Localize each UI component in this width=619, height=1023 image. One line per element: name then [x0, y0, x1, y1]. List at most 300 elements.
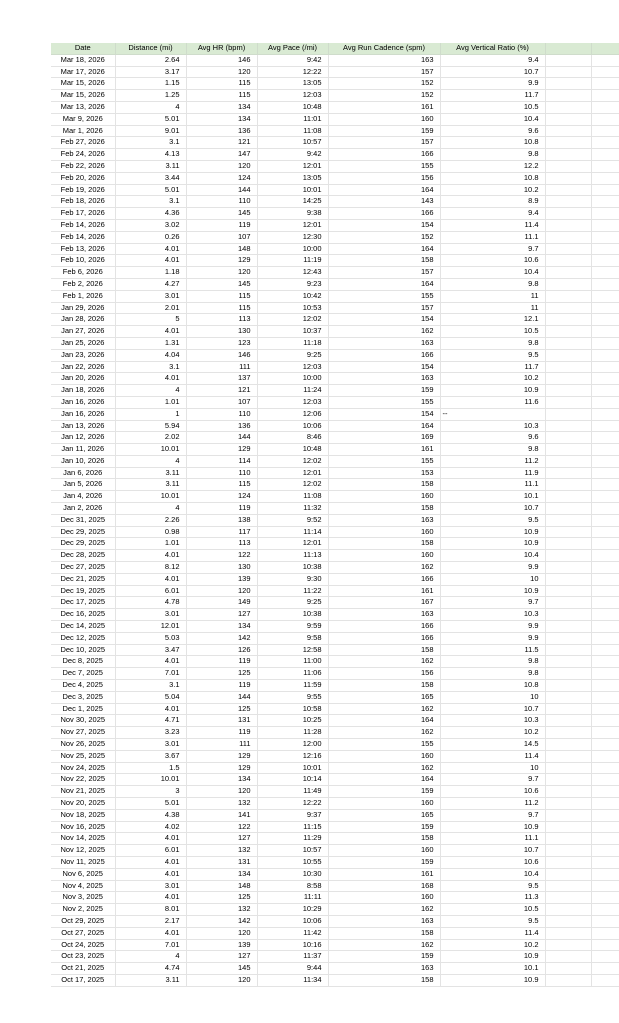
- cell-date[interactable]: Jan 16, 2026: [51, 408, 115, 420]
- cell-empty[interactable]: [591, 562, 619, 574]
- cell-distance[interactable]: 1.01: [115, 396, 186, 408]
- cell-distance[interactable]: 3.11: [115, 974, 186, 986]
- cell-avg-pace[interactable]: 10:58: [257, 703, 328, 715]
- cell-date[interactable]: Oct 23, 2025: [51, 951, 115, 963]
- column-header-avg-cadence[interactable]: Avg Run Cadence (spm): [328, 43, 440, 54]
- cell-empty[interactable]: [545, 727, 591, 739]
- cell-avg-cadence[interactable]: 157: [328, 267, 440, 279]
- cell-date[interactable]: Feb 27, 2026: [51, 137, 115, 149]
- cell-avg-hr[interactable]: 119: [186, 656, 257, 668]
- cell-avg-cadence[interactable]: 162: [328, 656, 440, 668]
- cell-empty[interactable]: [545, 762, 591, 774]
- cell-avg-vertical-ratio[interactable]: 10.4: [440, 868, 545, 880]
- cell-avg-cadence[interactable]: 159: [328, 385, 440, 397]
- cell-empty[interactable]: [545, 868, 591, 880]
- cell-distance[interactable]: 10.01: [115, 491, 186, 503]
- cell-avg-cadence[interactable]: 161: [328, 101, 440, 113]
- cell-empty[interactable]: [591, 243, 619, 255]
- cell-avg-pace[interactable]: 11:00: [257, 656, 328, 668]
- cell-empty[interactable]: [591, 278, 619, 290]
- cell-distance[interactable]: 4.01: [115, 255, 186, 267]
- cell-avg-hr[interactable]: 124: [186, 172, 257, 184]
- cell-date[interactable]: Jan 12, 2026: [51, 432, 115, 444]
- cell-empty[interactable]: [591, 290, 619, 302]
- cell-avg-cadence[interactable]: 154: [328, 408, 440, 420]
- cell-avg-pace[interactable]: 11:15: [257, 821, 328, 833]
- cell-distance[interactable]: 3.01: [115, 880, 186, 892]
- cell-date[interactable]: Nov 16, 2025: [51, 821, 115, 833]
- cell-avg-pace[interactable]: 11:29: [257, 833, 328, 845]
- cell-avg-cadence[interactable]: 158: [328, 927, 440, 939]
- cell-avg-pace[interactable]: 12:02: [257, 455, 328, 467]
- cell-empty[interactable]: [545, 302, 591, 314]
- cell-avg-cadence[interactable]: 157: [328, 137, 440, 149]
- cell-distance[interactable]: 4.04: [115, 349, 186, 361]
- cell-empty[interactable]: [591, 538, 619, 550]
- cell-avg-hr[interactable]: 139: [186, 939, 257, 951]
- cell-empty[interactable]: [591, 396, 619, 408]
- cell-empty[interactable]: [591, 90, 619, 102]
- cell-avg-hr[interactable]: 129: [186, 762, 257, 774]
- cell-avg-vertical-ratio[interactable]: 9.8: [440, 656, 545, 668]
- cell-avg-cadence[interactable]: 163: [328, 609, 440, 621]
- cell-avg-vertical-ratio[interactable]: 11.4: [440, 750, 545, 762]
- cell-avg-vertical-ratio[interactable]: 9.9: [440, 632, 545, 644]
- cell-avg-cadence[interactable]: 158: [328, 974, 440, 986]
- cell-date[interactable]: Feb 19, 2026: [51, 184, 115, 196]
- cell-distance[interactable]: 4.38: [115, 809, 186, 821]
- cell-empty[interactable]: [591, 219, 619, 231]
- cell-empty[interactable]: [591, 255, 619, 267]
- cell-avg-cadence[interactable]: 160: [328, 113, 440, 125]
- cell-avg-vertical-ratio[interactable]: 10.1: [440, 963, 545, 975]
- cell-avg-vertical-ratio[interactable]: 10.4: [440, 267, 545, 279]
- cell-distance[interactable]: 3.44: [115, 172, 186, 184]
- cell-empty[interactable]: [591, 385, 619, 397]
- cell-avg-cadence[interactable]: 164: [328, 715, 440, 727]
- cell-avg-pace[interactable]: 9:37: [257, 809, 328, 821]
- cell-distance[interactable]: 12.01: [115, 621, 186, 633]
- cell-empty[interactable]: [545, 703, 591, 715]
- cell-avg-hr[interactable]: 119: [186, 727, 257, 739]
- cell-distance[interactable]: 3.1: [115, 137, 186, 149]
- cell-avg-hr[interactable]: 114: [186, 455, 257, 467]
- cell-avg-pace[interactable]: 11:24: [257, 385, 328, 397]
- cell-avg-cadence[interactable]: 160: [328, 892, 440, 904]
- cell-avg-pace[interactable]: 10:38: [257, 562, 328, 574]
- cell-avg-cadence[interactable]: 158: [328, 833, 440, 845]
- cell-distance[interactable]: 6.01: [115, 585, 186, 597]
- cell-avg-vertical-ratio[interactable]: 10.4: [440, 113, 545, 125]
- cell-empty[interactable]: [545, 243, 591, 255]
- cell-empty[interactable]: [545, 479, 591, 491]
- cell-avg-hr[interactable]: 120: [186, 267, 257, 279]
- cell-avg-pace[interactable]: 11:49: [257, 786, 328, 798]
- cell-avg-cadence[interactable]: 162: [328, 703, 440, 715]
- cell-avg-cadence[interactable]: 154: [328, 361, 440, 373]
- cell-avg-pace[interactable]: 10:30: [257, 868, 328, 880]
- cell-date[interactable]: Dec 16, 2025: [51, 609, 115, 621]
- cell-avg-vertical-ratio[interactable]: 10.2: [440, 184, 545, 196]
- cell-avg-pace[interactable]: 12:22: [257, 66, 328, 78]
- cell-avg-hr[interactable]: 111: [186, 361, 257, 373]
- cell-avg-hr[interactable]: 146: [186, 54, 257, 66]
- cell-avg-cadence[interactable]: 159: [328, 786, 440, 798]
- cell-empty[interactable]: [545, 337, 591, 349]
- cell-empty[interactable]: [545, 420, 591, 432]
- cell-date[interactable]: Nov 3, 2025: [51, 892, 115, 904]
- cell-distance[interactable]: 1: [115, 408, 186, 420]
- cell-empty[interactable]: [545, 915, 591, 927]
- cell-avg-vertical-ratio[interactable]: 11: [440, 290, 545, 302]
- cell-date[interactable]: Dec 27, 2025: [51, 562, 115, 574]
- cell-avg-pace[interactable]: 10:53: [257, 302, 328, 314]
- cell-date[interactable]: Feb 17, 2026: [51, 208, 115, 220]
- cell-empty[interactable]: [591, 184, 619, 196]
- cell-date[interactable]: Feb 18, 2026: [51, 196, 115, 208]
- cell-distance[interactable]: 5.01: [115, 798, 186, 810]
- cell-avg-pace[interactable]: 11:08: [257, 125, 328, 137]
- cell-avg-cadence[interactable]: 160: [328, 798, 440, 810]
- cell-avg-cadence[interactable]: 163: [328, 337, 440, 349]
- cell-distance[interactable]: 4.01: [115, 927, 186, 939]
- cell-empty[interactable]: [591, 208, 619, 220]
- cell-empty[interactable]: [545, 939, 591, 951]
- cell-avg-vertical-ratio[interactable]: 10.5: [440, 101, 545, 113]
- cell-avg-pace[interactable]: 9:25: [257, 349, 328, 361]
- cell-avg-vertical-ratio[interactable]: 12.1: [440, 314, 545, 326]
- cell-avg-vertical-ratio[interactable]: 10.7: [440, 66, 545, 78]
- cell-avg-cadence[interactable]: 164: [328, 184, 440, 196]
- cell-avg-vertical-ratio[interactable]: 9.6: [440, 125, 545, 137]
- cell-empty[interactable]: [591, 963, 619, 975]
- cell-avg-cadence[interactable]: 158: [328, 255, 440, 267]
- cell-empty[interactable]: [545, 798, 591, 810]
- cell-date[interactable]: Feb 10, 2026: [51, 255, 115, 267]
- cell-avg-pace[interactable]: 11:18: [257, 337, 328, 349]
- cell-empty[interactable]: [545, 585, 591, 597]
- cell-avg-vertical-ratio[interactable]: 10.5: [440, 326, 545, 338]
- cell-date[interactable]: Feb 24, 2026: [51, 149, 115, 161]
- cell-avg-pace[interactable]: 12:01: [257, 219, 328, 231]
- cell-avg-pace[interactable]: 11:01: [257, 113, 328, 125]
- cell-avg-hr[interactable]: 146: [186, 349, 257, 361]
- cell-empty[interactable]: [545, 644, 591, 656]
- cell-empty[interactable]: [591, 845, 619, 857]
- cell-empty[interactable]: [545, 774, 591, 786]
- cell-distance[interactable]: 5.04: [115, 691, 186, 703]
- cell-avg-vertical-ratio[interactable]: 10.9: [440, 385, 545, 397]
- cell-empty[interactable]: [591, 267, 619, 279]
- cell-distance[interactable]: 9.01: [115, 125, 186, 137]
- cell-avg-hr[interactable]: 120: [186, 66, 257, 78]
- cell-avg-pace[interactable]: 9:42: [257, 149, 328, 161]
- cell-distance[interactable]: 3.47: [115, 644, 186, 656]
- cell-empty[interactable]: [545, 951, 591, 963]
- cell-avg-vertical-ratio[interactable]: 11.1: [440, 231, 545, 243]
- cell-avg-vertical-ratio[interactable]: 9.7: [440, 774, 545, 786]
- cell-empty[interactable]: [545, 963, 591, 975]
- cell-avg-pace[interactable]: 10:42: [257, 290, 328, 302]
- cell-empty[interactable]: [591, 727, 619, 739]
- cell-empty[interactable]: [545, 54, 591, 66]
- cell-date[interactable]: Feb 6, 2026: [51, 267, 115, 279]
- cell-empty[interactable]: [591, 101, 619, 113]
- cell-date[interactable]: Nov 6, 2025: [51, 868, 115, 880]
- cell-avg-cadence[interactable]: 159: [328, 856, 440, 868]
- cell-avg-cadence[interactable]: 155: [328, 290, 440, 302]
- cell-avg-vertical-ratio[interactable]: 10.3: [440, 420, 545, 432]
- cell-avg-vertical-ratio[interactable]: 10.2: [440, 373, 545, 385]
- cell-avg-pace[interactable]: 10:25: [257, 715, 328, 727]
- cell-avg-vertical-ratio[interactable]: 10.1: [440, 491, 545, 503]
- cell-date[interactable]: Mar 18, 2026: [51, 54, 115, 66]
- cell-avg-cadence[interactable]: 155: [328, 739, 440, 751]
- cell-avg-cadence[interactable]: 152: [328, 231, 440, 243]
- cell-avg-pace[interactable]: 13:05: [257, 78, 328, 90]
- cell-avg-hr[interactable]: 117: [186, 526, 257, 538]
- cell-empty[interactable]: [545, 219, 591, 231]
- cell-avg-pace[interactable]: 10:06: [257, 420, 328, 432]
- cell-date[interactable]: Dec 7, 2025: [51, 668, 115, 680]
- cell-avg-hr[interactable]: 123: [186, 337, 257, 349]
- cell-avg-cadence[interactable]: 162: [328, 326, 440, 338]
- cell-empty[interactable]: [545, 361, 591, 373]
- cell-date[interactable]: Nov 12, 2025: [51, 845, 115, 857]
- cell-empty[interactable]: [591, 420, 619, 432]
- cell-empty[interactable]: [591, 54, 619, 66]
- cell-avg-hr[interactable]: 127: [186, 951, 257, 963]
- cell-avg-hr[interactable]: 120: [186, 786, 257, 798]
- cell-avg-pace[interactable]: 11:08: [257, 491, 328, 503]
- cell-avg-hr[interactable]: 131: [186, 715, 257, 727]
- cell-empty[interactable]: [591, 750, 619, 762]
- cell-avg-hr[interactable]: 130: [186, 562, 257, 574]
- cell-avg-pace[interactable]: 12:03: [257, 361, 328, 373]
- cell-date[interactable]: Jan 5, 2026: [51, 479, 115, 491]
- cell-empty[interactable]: [545, 290, 591, 302]
- cell-avg-pace[interactable]: 10:00: [257, 243, 328, 255]
- cell-distance[interactable]: 2.02: [115, 432, 186, 444]
- cell-avg-pace[interactable]: 9:30: [257, 573, 328, 585]
- cell-avg-vertical-ratio[interactable]: 10.5: [440, 904, 545, 916]
- cell-empty[interactable]: [545, 208, 591, 220]
- cell-avg-pace[interactable]: 11:59: [257, 680, 328, 692]
- cell-avg-pace[interactable]: 14:25: [257, 196, 328, 208]
- cell-empty[interactable]: [545, 278, 591, 290]
- cell-empty[interactable]: [545, 573, 591, 585]
- cell-empty[interactable]: [591, 833, 619, 845]
- cell-date[interactable]: Jan 10, 2026: [51, 455, 115, 467]
- cell-avg-cadence[interactable]: 162: [328, 939, 440, 951]
- cell-avg-pace[interactable]: 9:55: [257, 691, 328, 703]
- cell-distance[interactable]: 4: [115, 455, 186, 467]
- cell-distance[interactable]: 4.01: [115, 550, 186, 562]
- cell-distance[interactable]: 3.1: [115, 361, 186, 373]
- cell-date[interactable]: Nov 4, 2025: [51, 880, 115, 892]
- cell-avg-cadence[interactable]: 153: [328, 467, 440, 479]
- cell-avg-hr[interactable]: 148: [186, 243, 257, 255]
- cell-date[interactable]: Jan 2, 2026: [51, 503, 115, 515]
- cell-empty[interactable]: [591, 349, 619, 361]
- cell-empty[interactable]: [591, 668, 619, 680]
- cell-empty[interactable]: [591, 585, 619, 597]
- cell-empty[interactable]: [591, 196, 619, 208]
- cell-empty[interactable]: [591, 160, 619, 172]
- cell-empty[interactable]: [545, 974, 591, 986]
- cell-avg-vertical-ratio[interactable]: 10.8: [440, 172, 545, 184]
- cell-empty[interactable]: [545, 66, 591, 78]
- cell-date[interactable]: Dec 28, 2025: [51, 550, 115, 562]
- cell-avg-vertical-ratio[interactable]: 10.8: [440, 680, 545, 692]
- cell-date[interactable]: Dec 8, 2025: [51, 656, 115, 668]
- cell-avg-hr[interactable]: 136: [186, 125, 257, 137]
- cell-avg-hr[interactable]: 145: [186, 963, 257, 975]
- cell-avg-pace[interactable]: 9:23: [257, 278, 328, 290]
- cell-avg-cadence[interactable]: 161: [328, 868, 440, 880]
- cell-empty[interactable]: [591, 337, 619, 349]
- cell-empty[interactable]: [591, 231, 619, 243]
- cell-distance[interactable]: 4: [115, 385, 186, 397]
- cell-avg-hr[interactable]: 129: [186, 255, 257, 267]
- cell-avg-pace[interactable]: 11:13: [257, 550, 328, 562]
- cell-avg-vertical-ratio[interactable]: 9.4: [440, 54, 545, 66]
- cell-distance[interactable]: 3.11: [115, 160, 186, 172]
- cell-avg-vertical-ratio[interactable]: 11.4: [440, 219, 545, 231]
- cell-avg-pace[interactable]: 11:37: [257, 951, 328, 963]
- cell-distance[interactable]: 3.1: [115, 680, 186, 692]
- cell-empty[interactable]: [545, 526, 591, 538]
- column-header-empty-h[interactable]: [591, 43, 619, 54]
- cell-date[interactable]: Feb 13, 2026: [51, 243, 115, 255]
- cell-distance[interactable]: 10.01: [115, 444, 186, 456]
- cell-empty[interactable]: [591, 573, 619, 585]
- cell-avg-cadence[interactable]: 161: [328, 585, 440, 597]
- cell-empty[interactable]: [545, 231, 591, 243]
- cell-date[interactable]: Jan 27, 2026: [51, 326, 115, 338]
- cell-date[interactable]: Dec 29, 2025: [51, 526, 115, 538]
- cell-avg-pace[interactable]: 10:16: [257, 939, 328, 951]
- cell-avg-pace[interactable]: 12:16: [257, 750, 328, 762]
- cell-avg-vertical-ratio[interactable]: 10.9: [440, 538, 545, 550]
- cell-distance[interactable]: 0.98: [115, 526, 186, 538]
- cell-avg-vertical-ratio[interactable]: 11.4: [440, 927, 545, 939]
- cell-avg-vertical-ratio[interactable]: 9.7: [440, 243, 545, 255]
- cell-distance[interactable]: 5.01: [115, 113, 186, 125]
- cell-empty[interactable]: [591, 302, 619, 314]
- cell-distance[interactable]: 5.03: [115, 632, 186, 644]
- cell-avg-hr[interactable]: 121: [186, 137, 257, 149]
- cell-empty[interactable]: [545, 149, 591, 161]
- cell-avg-vertical-ratio[interactable]: 10.7: [440, 845, 545, 857]
- cell-empty[interactable]: [591, 632, 619, 644]
- cell-distance[interactable]: 3.01: [115, 609, 186, 621]
- cell-date[interactable]: Dec 3, 2025: [51, 691, 115, 703]
- cell-avg-pace[interactable]: 13:05: [257, 172, 328, 184]
- cell-avg-vertical-ratio[interactable]: 9.4: [440, 208, 545, 220]
- cell-avg-vertical-ratio[interactable]: 10: [440, 573, 545, 585]
- cell-empty[interactable]: [591, 786, 619, 798]
- cell-empty[interactable]: [545, 101, 591, 113]
- cell-empty[interactable]: [591, 927, 619, 939]
- cell-empty[interactable]: [591, 904, 619, 916]
- cell-empty[interactable]: [545, 562, 591, 574]
- cell-distance[interactable]: 4: [115, 503, 186, 515]
- cell-distance[interactable]: 5.94: [115, 420, 186, 432]
- cell-date[interactable]: Oct 27, 2025: [51, 927, 115, 939]
- cell-avg-cadence[interactable]: 166: [328, 573, 440, 585]
- cell-date[interactable]: Mar 13, 2026: [51, 101, 115, 113]
- column-header-avg-pace[interactable]: Avg Pace (/mi): [257, 43, 328, 54]
- cell-avg-hr[interactable]: 127: [186, 833, 257, 845]
- cell-empty[interactable]: [591, 408, 619, 420]
- cell-date[interactable]: Nov 11, 2025: [51, 856, 115, 868]
- cell-date[interactable]: Jan 22, 2026: [51, 361, 115, 373]
- cell-empty[interactable]: [545, 267, 591, 279]
- cell-avg-hr[interactable]: 120: [186, 927, 257, 939]
- cell-empty[interactable]: [591, 137, 619, 149]
- cell-distance[interactable]: 4.01: [115, 892, 186, 904]
- cell-avg-cadence[interactable]: 158: [328, 644, 440, 656]
- cell-date[interactable]: Oct 21, 2025: [51, 963, 115, 975]
- cell-avg-hr[interactable]: 115: [186, 78, 257, 90]
- cell-avg-vertical-ratio[interactable]: 14.5: [440, 739, 545, 751]
- cell-avg-vertical-ratio[interactable]: 10.6: [440, 255, 545, 267]
- cell-avg-pace[interactable]: 10:01: [257, 762, 328, 774]
- cell-avg-vertical-ratio[interactable]: 11.2: [440, 798, 545, 810]
- cell-date[interactable]: Dec 21, 2025: [51, 573, 115, 585]
- cell-avg-vertical-ratio[interactable]: 11.1: [440, 479, 545, 491]
- cell-empty[interactable]: [591, 821, 619, 833]
- cell-distance[interactable]: 4.02: [115, 821, 186, 833]
- cell-empty[interactable]: [591, 644, 619, 656]
- cell-empty[interactable]: [545, 656, 591, 668]
- cell-empty[interactable]: [545, 632, 591, 644]
- cell-avg-hr[interactable]: 132: [186, 904, 257, 916]
- cell-empty[interactable]: [591, 326, 619, 338]
- cell-date[interactable]: Nov 25, 2025: [51, 750, 115, 762]
- cell-empty[interactable]: [545, 845, 591, 857]
- cell-distance[interactable]: 3.02: [115, 219, 186, 231]
- cell-avg-hr[interactable]: 120: [186, 160, 257, 172]
- cell-distance[interactable]: 2.64: [115, 54, 186, 66]
- cell-avg-hr[interactable]: 110: [186, 196, 257, 208]
- cell-empty[interactable]: [591, 172, 619, 184]
- cell-distance[interactable]: 4: [115, 951, 186, 963]
- cell-avg-pace[interactable]: 12:06: [257, 408, 328, 420]
- cell-avg-hr[interactable]: 107: [186, 231, 257, 243]
- cell-date[interactable]: Nov 14, 2025: [51, 833, 115, 845]
- cell-avg-vertical-ratio[interactable]: 9.5: [440, 915, 545, 927]
- cell-distance[interactable]: 4.01: [115, 656, 186, 668]
- cell-avg-cadence[interactable]: 160: [328, 750, 440, 762]
- cell-avg-hr[interactable]: 124: [186, 491, 257, 503]
- cell-empty[interactable]: [591, 66, 619, 78]
- cell-distance[interactable]: 3: [115, 786, 186, 798]
- cell-avg-vertical-ratio[interactable]: 10.8: [440, 137, 545, 149]
- cell-empty[interactable]: [545, 809, 591, 821]
- cell-avg-pace[interactable]: 11:32: [257, 503, 328, 515]
- cell-avg-vertical-ratio[interactable]: 10.2: [440, 939, 545, 951]
- cell-date[interactable]: Feb 20, 2026: [51, 172, 115, 184]
- cell-date[interactable]: Nov 2, 2025: [51, 904, 115, 916]
- cell-distance[interactable]: 4.01: [115, 573, 186, 585]
- cell-avg-hr[interactable]: 145: [186, 278, 257, 290]
- cell-empty[interactable]: [591, 432, 619, 444]
- cell-date[interactable]: Mar 15, 2026: [51, 78, 115, 90]
- cell-avg-vertical-ratio[interactable]: 10.3: [440, 715, 545, 727]
- cell-avg-vertical-ratio[interactable]: 9.7: [440, 809, 545, 821]
